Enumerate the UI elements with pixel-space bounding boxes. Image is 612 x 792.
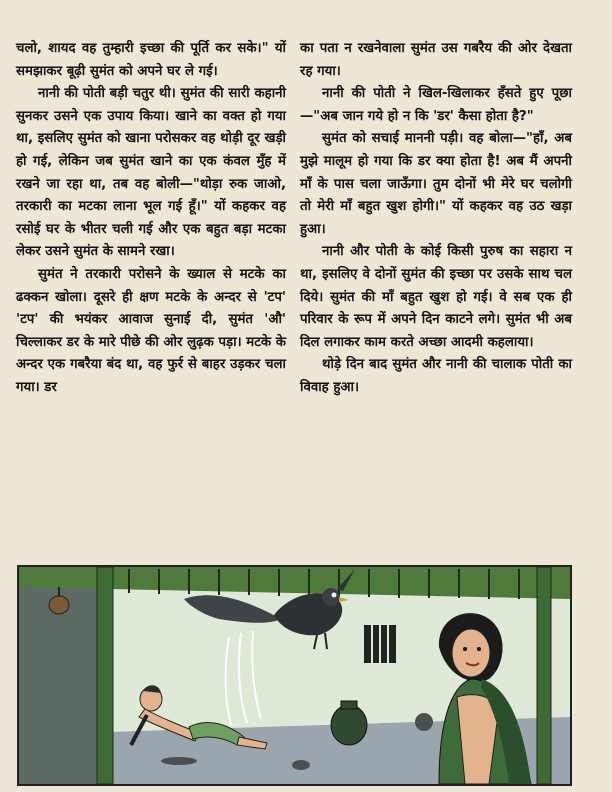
paragraph: नानी और पोती के कोई किसी पुरुष का सहारा न था, इसलिए वे दोनों सुमंत की इच्छा पर उसके साथ चल दिये। सुमंत की माँ बहुत खुश हो गई। वे सब एक ही परिवार के रूप में अपने दिन काटने लगे। सुमंत भी अब दिल लगाकर काम करते अच्छा आदमी कहलाया। <box>300 244 572 350</box>
pillar-right <box>537 567 551 784</box>
right-text-column <box>300 38 572 400</box>
paragraph: थोड़े दिन बाद सुमंत और नानी की चालाक पोती का विवाह हुआ। <box>300 357 572 395</box>
paragraph: सुमंत को सचाई माननी पड़ी। वह बोला—"हाँ, अब मुझे मालूम हो गया कि डर क्या होता है! अब मैं अपनी माँ के पास चला जाऊँगा। तुम दोनों भी मेरे घर चलोगी तो मेरी माँ बहुत खुश होगी।" यों कहकर वह उठ खड़ा हुआ। <box>300 131 572 237</box>
plate <box>161 757 197 765</box>
paragraph: चलो, शायद वह तुम्हारी इच्छा की पूर्ति कर सके।" यों समझाकर बूढ़ी सुमंत को अपने घर ले गई। <box>16 41 286 79</box>
small-pot <box>415 713 433 731</box>
illustration-bird-pot-scene-icon <box>19 567 570 784</box>
hanging-basket <box>49 596 69 614</box>
paragraph: नानी की पोती बड़ी चतुर थी। सुमंत की सारी कहानी सुनकर उसने एक उपाय किया। खाने का वक्त हो गया था, इसलिए सुमंत को खाना परोसकर वह थोड़ी दूर खड़ी हो गई, लेकिन जब सुमंत खाने का एक कंवल मुँह में रखने जा रहा था, तब वह बोली—"थोड़ा रुक जाओ, तरकारी का मटका लाना भूल गई हूँ।" यों कहकर वह रसोई घर के भीतर चली गई और एक बहुत बड़ा मटका लेकर उसने सुमंत के सामने रखा। <box>16 86 286 260</box>
paragraph: का पता न रखनेवाला सुमंत उस गबरैय की ओर देखता रह गया। <box>300 41 572 79</box>
paragraph: सुमंत ने तरकारी परोसने के ख्याल से मटके का ढक्कन खोला। दूसरे ही क्षण मटके के अन्दर से 'टप' 'टप' की भयंकर आवाज सुनाई दी, सुमंत 'औ' चिल्लाकर डर के मारे पीछे की ओर लुढ़क पड़ा। मटके के अन्दर एक गबरैया बंद था, वह फुर्र से बाहर उड़कर चला गया। डर <box>16 266 286 395</box>
left-text-column <box>16 38 286 400</box>
small-vessel <box>292 760 310 770</box>
paragraph: नानी की पोती ने खिल-खिलाकर हँसते हुए पूछा—"अब जान गये हो न कि 'डर' कैसा होता है?" <box>300 86 572 124</box>
pillar-left <box>97 567 113 784</box>
story-illustration <box>17 565 572 786</box>
